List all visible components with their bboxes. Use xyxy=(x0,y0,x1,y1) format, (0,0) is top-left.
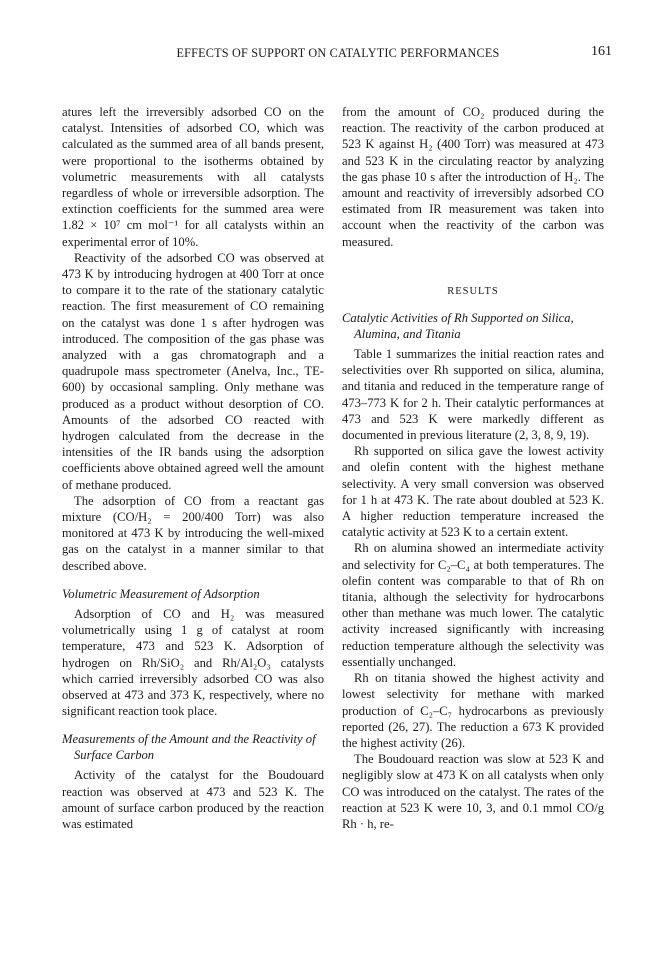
paragraph: Rh on titania showed the highest activity and lowest selectivity for methane with marked production of C₂–C₇ hydrocarbons as previously reported (26, 27). The reduction a 673 K provided the highest activity (26). xyxy=(342,671,604,750)
paragraph: Activity of the catalyst for the Boudouard reaction was observed at 473 and 523 K. The amount of surface carbon produced by the reaction was estimated xyxy=(62,768,324,831)
paragraph: from the amount of CO₂ produced during the reaction. The reactivity of the carbon produced at 523 K against H₂ (400 Torr) was measured at 473 and 523 K in the circulating reactor by analyzing the gas phase 10 s after the introduction of H₂. The amount and reactivity of irreversibly adsorbed CO estimated from IR measurement was taken into account when the reactivity of the carbon was measured. xyxy=(342,105,604,249)
subsection-heading: Volumetric Measurement of Adsorption xyxy=(62,586,260,601)
paragraph: The Boudouard reaction was slow at 523 K and negligibly slow at 473 K on all catalysts when only CO was introduced on the catalyst. The rates of the reaction at 523 K were 10, 3, and 0.1 mmol CO/g Rh · h, re- xyxy=(342,752,604,831)
section-heading: RESULTS xyxy=(447,285,499,297)
subsection-heading: Measurements of the Amount and the Reactivity of Surface Carbon xyxy=(62,732,316,763)
left-column xyxy=(62,104,324,832)
paragraph: Rh on alumina showed an intermediate activity and selectivity for C₂–C₄ at both temperatures. The olefin content was comparable to that of Rh on titania, although the selectivity for hydrocarbons other than methane was much lower. The catalytic activity increased significantly with increasing reduction temperature although the selectivity was essentially unchanged. xyxy=(342,541,604,669)
paragraph: Adsorption of CO and H₂ was measured volumetrically using 1 g of catalyst at room temperature, 473 and 523 K. Adsorption of hydrogen on Rh/SiO₂ and Rh/Al₂O₃ catalysts which carried irreversibly adsorbed CO was also observed at 473 and 373 K, respectively, where no significant reaction took place. xyxy=(62,606,324,719)
running-header xyxy=(64,44,612,66)
paragraph: The adsorption of CO from a reactant gas mixture (CO/H₂ = 200/400 Torr) was also monitored at 473 K by introducing the well-mixed gas on the catalyst in a manner similar to that described above. xyxy=(62,493,324,573)
right-column xyxy=(342,104,604,832)
running-title: EFFECTS OF SUPPORT ON CATALYTIC PERFORMANCES xyxy=(176,46,500,60)
paragraph: Rh supported on silica gave the lowest activity and olefin content with the highest methane selectivity. A very small conversion was observed for 1 h at 473 K. The rate about doubled at 523 K. A higher reduction temperature increased the catalytic activity at 523 K to a certain extent. xyxy=(342,444,604,540)
subsection-heading: Catalytic Activities of Rh Supported on Silica, Alumina, and Titania xyxy=(342,311,574,342)
paragraph: Table 1 summarizes the initial reaction rates and selectivities over Rh supported on silica, alumina, and titania and reduced in the temperature range of 473–773 K for 2 h. Their catalytic performances at 473 and 523 K were markedly different as documented in previous literature (2, 3, 8, 9, 19). xyxy=(342,347,604,443)
paragraph: Reactivity of the adsorbed CO was observed at 473 K by introducing hydrogen at 400 Torr at once to compare it to the rate of the stationary catalytic reaction. The first measurement of CO remaining on the catalyst was done 1 s after hydrogen was introduced. The composition of the gas phase was analyzed with a gas chromatograph and a quadrupole mass spectrometer (Anelva, Inc., TE-600) by occasional sampling. Only methane was produced as a product without desorption of CO. Amounts of the adsorbed CO reacted with hydrogen calculated from the decrease in the intensities of the IR bands using the adsorption coefficients above obtained agreed well the amount of methane produced. xyxy=(62,250,324,492)
paragraph: atures left the irreversibly adsorbed CO on the catalyst. Intensities of adsorbed CO, which was calculated as the summed area of all bands present, were proportional to the isotherms obtained by volumetric measurements with all catalysts regardless of whole or irreversible adsorption. The extinction coefficients for the summed area were 1.82 × 10⁷ cm mol⁻¹ for all catalysts within an experimental error of 10%. xyxy=(62,105,324,249)
page-number: 161 xyxy=(591,44,612,59)
